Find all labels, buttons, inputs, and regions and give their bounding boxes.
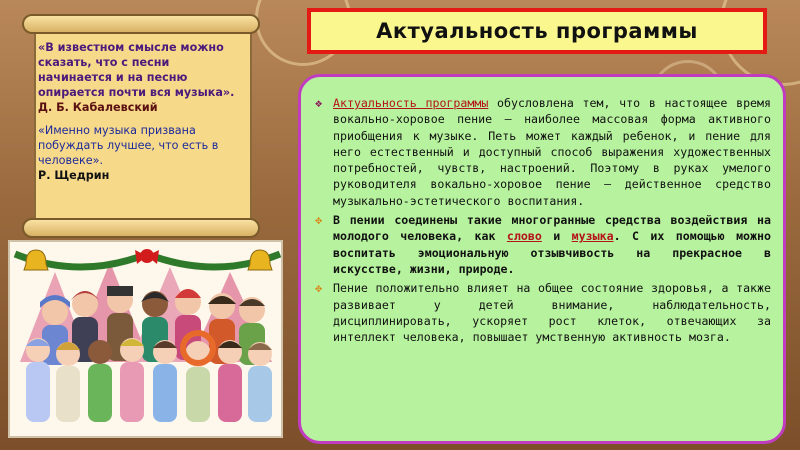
paragraph-health: [315, 280, 771, 345]
star-bullet-icon: ✥: [315, 213, 323, 228]
paragraph-health-text: Пение положительно влияет на общее состояние здоровья, а также развивает у детей внимание, наблюдательность, дисциплинировать, ускоряет рост клеток, отвечающих за интеллект человека, повышает умственную активность мозга.: [333, 281, 771, 345]
word-muzyka: музыка: [571, 229, 614, 244]
paragraph-singing-means-a: В пении соединены такие многогранные средства воздействия на молодого человека, как: [333, 213, 771, 244]
scroll-curl-top: [22, 14, 260, 34]
paragraph-relevance-text: обусловлена тем, что в настоящее время вокально-хоровое пение – наиболее массовая форма активного приобщения к музыке. Петь может каждый ребенок, и пение для него естественный и доступный способ выражения художественных потребностей, чувств, настроений. Поэтому в руках умелого руководителя вокально-хоровое пение – действенное средство музыкально-эстетического воспитания.: [333, 96, 771, 208]
diamond-bullet-icon: ❖: [315, 96, 323, 110]
paragraph-relevance: [315, 95, 771, 209]
quote-kabalevsky-text: «В известном смысле можно сказать, что с песни начинается и на песню опирается почти вся музыка».: [38, 41, 235, 99]
choir-illustration: [10, 242, 283, 438]
scroll-curl-bottom: [22, 218, 260, 238]
paragraph-singing-means-b: и: [541, 229, 572, 244]
paragraph-singing-means: [315, 212, 771, 277]
word-slovo: слово: [506, 229, 542, 244]
paragraph-singing-means-c: . С их помощью можно воспитать эмоциональную отзывчивость на прекрасное в искусстве, жизни, природе.: [333, 229, 771, 276]
quote-shchedrin-text: «Именно музыка призвана побуждать лучшее, что есть в человеке».: [38, 124, 219, 167]
quote-shchedrin-author: Р. Щедрин: [38, 169, 110, 182]
text-panel: [298, 74, 786, 444]
quotes: [38, 40, 238, 183]
quote-kabalevsky-author: Д. Б. Кабалевский: [38, 101, 158, 114]
relevance-link[interactable]: Актуальность программы: [333, 96, 489, 110]
title-box: [307, 8, 767, 54]
panel-text: [315, 95, 771, 348]
page-title: Актуальность программы: [376, 19, 698, 43]
star-bullet-icon: ✥: [315, 281, 323, 296]
choir-picture: [8, 240, 283, 438]
